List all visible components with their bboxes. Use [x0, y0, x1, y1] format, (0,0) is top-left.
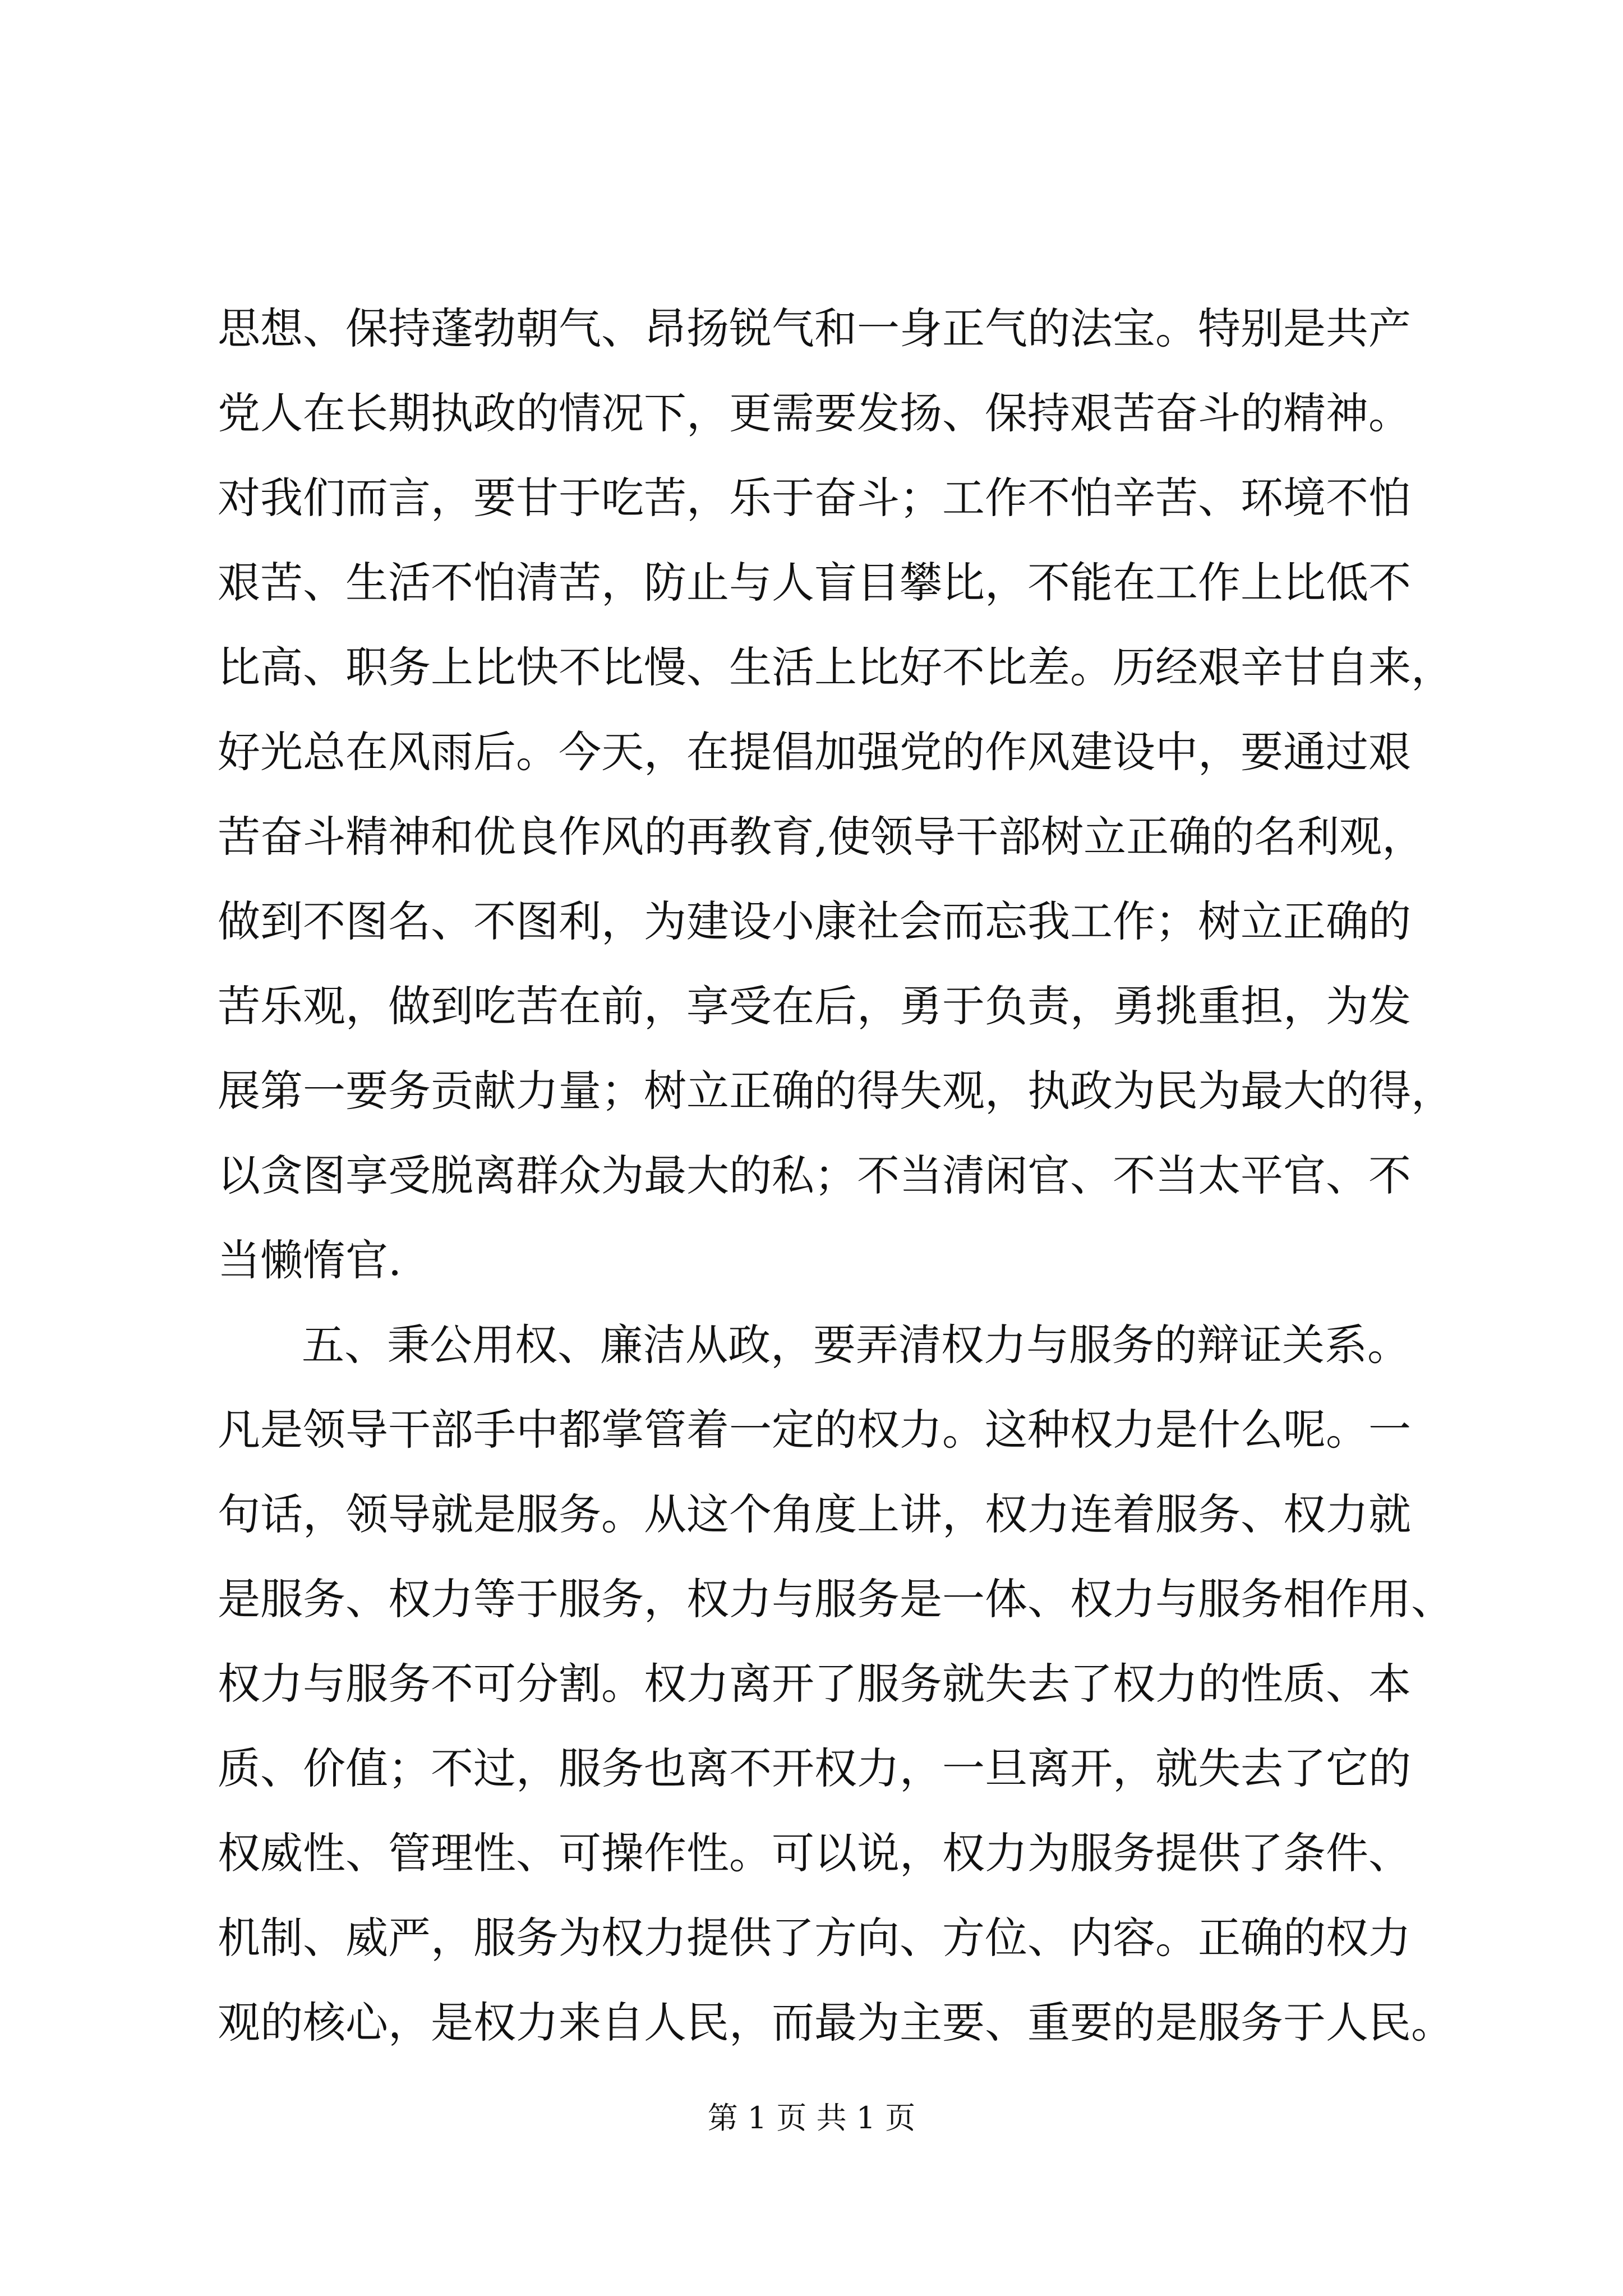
text-line-indented: 五、秉公用权、廉洁从政，要弄清权力与服务的辩证关系。: [302, 1320, 1410, 1370]
page-footer: 第 1 页 共 1 页: [707, 2100, 916, 2136]
text-line: 比高、职务上比快不比慢、生活上比好不比差。历经艰辛甘自来，: [218, 642, 1454, 692]
text-line: 是服务、权力等于服务，权力与服务是一体、权力与服务相作用、: [218, 1574, 1454, 1624]
paragraph-2: [218, 1303, 1454, 2065]
text-line: 对我们而言，要甘于吃苦，乐于奋斗；工作不怕辛苦、环境不怕: [218, 473, 1411, 523]
document-body: [218, 286, 1454, 2065]
text-line: 权力与服务不可分割。权力离开了服务就失去了权力的性质、本: [218, 1659, 1411, 1709]
text-line: 以贪图享受脱离群众为最大的私；不当清闲官、不当太平官、不: [218, 1151, 1411, 1200]
text-line: 观的核心，是权力来自人民，而最为主要、重要的是服务于人民。: [218, 1998, 1454, 2047]
text-line: 机制、威严，服务为权力提供了方向、方位、内容。正确的权力: [218, 1913, 1411, 1963]
text-line: 质、价值；不过，服务也离不开权力，一旦离开，就失去了它的: [218, 1743, 1411, 1793]
text-line: 苦奋斗精神和优良作风的再教育,使领导干部树立正确的名利观，: [218, 812, 1425, 862]
text-line: 苦乐观，做到吃苦在前，享受在后，勇于负责，勇挑重担，为发: [218, 981, 1411, 1031]
text-line: 句话，领导就是服务。从这个角度上讲，权力连着服务、权力就: [218, 1489, 1411, 1539]
text-line: 权威性、管理性、可操作性。可以说，权力为服务提供了条件、: [218, 1828, 1411, 1878]
paragraph-1: [218, 286, 1454, 1303]
text-line: 好光总在风雨后。今天，在提倡加强党的作风建设中，要通过艰: [218, 727, 1411, 777]
text-line: 凡是领导干部手中都掌管着一定的权力。这种权力是什么呢。一: [218, 1405, 1411, 1455]
text-line: 做到不图名、不图利，为建设小康社会而忘我工作；树立正确的: [218, 896, 1411, 946]
text-line: 当懒惰官.: [218, 1235, 402, 1285]
text-line: 艰苦、生活不怕清苦，防止与人盲目攀比，不能在工作上比低不: [218, 558, 1411, 608]
text-line: 党人在长期执政的情况下，更需要发扬、保持艰苦奋斗的精神。: [218, 388, 1411, 438]
text-line: 展第一要务贡献力量；树立正确的得失观，执政为民为最大的得，: [218, 1066, 1454, 1116]
text-line: 思想、保持蓬勃朝气、昂扬锐气和一身正气的法宝。特别是共产: [218, 303, 1411, 353]
